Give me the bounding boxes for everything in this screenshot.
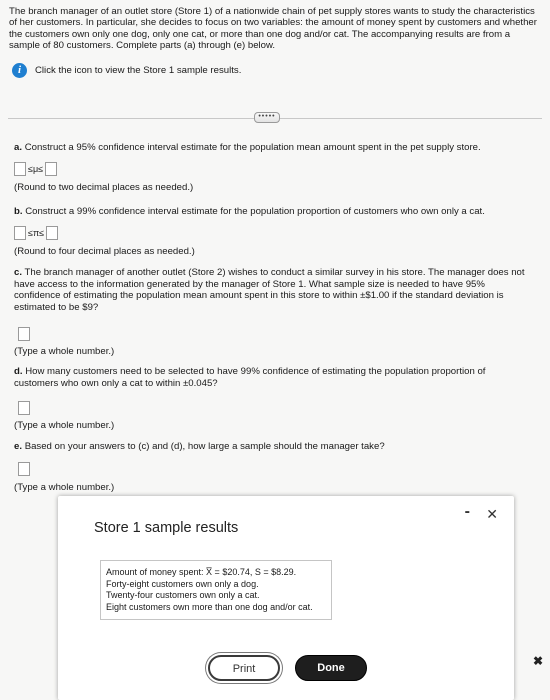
close-panel-icon[interactable]: ✖ [533,654,544,668]
part-b-lower-input[interactable] [14,226,26,240]
part-a-question [14,142,534,154]
part-d-input[interactable] [18,401,30,415]
part-c-label: c. [14,267,23,278]
part-e-input[interactable] [18,462,30,476]
part-c-note: (Type a whole number.) [14,346,115,357]
result-line: Eight customers own more than one dog and/or cat. [106,601,313,612]
sample-results-dialog [58,496,514,700]
part-b-question [14,206,534,218]
part-b-inequality: ≤π≤ [28,228,45,238]
info-icon[interactable]: i [12,63,27,78]
part-a-inequality: ≤μ≤ [28,164,44,174]
done-button[interactable]: Done [295,655,367,681]
part-a-lower-input[interactable] [14,162,26,176]
dialog-title: Store 1 sample results [94,520,239,536]
part-a-label: a. [14,142,23,153]
part-c-question [14,267,532,313]
result-line: Forty-eight customers own only a dog. [106,578,259,589]
part-e-answer [18,462,30,476]
part-b-label: b. [14,206,23,217]
print-button[interactable]: Print [208,655,280,681]
part-a-answer [14,162,57,176]
part-d-label: d. [14,366,23,377]
part-d-answer [18,401,30,415]
minimize-button[interactable]: - [464,503,470,520]
part-b-text: Construct a 99% confidence interval estimate for the population proportion of customers who own only a cat. [25,206,485,217]
part-a-text: Construct a 95% confidence interval estimate for the population mean amount spent in the pet supply store. [24,142,481,153]
part-d-note: (Type a whole number.) [14,420,115,431]
result-line: Twenty-four customers own only a cat. [106,590,260,601]
close-icon[interactable]: ✕ [486,506,498,522]
part-c-text: The branch manager of another outlet (Store 2) wishes to conduct a similar survey in his store. The manager does not have access to the information generated by the manager of Store 1. What sample size is needed to have 95% confidence of estimating the population mean amount spent in this store to within ±$1.00 if the standard deviation is estimated to be $9? [14,267,525,313]
part-e-question [14,441,534,453]
part-e-label: e. [14,441,23,452]
info-line [12,63,241,78]
result-line: Amount of money spent: X̅ = $20.74, S = $8.29. [106,567,297,577]
part-b-answer [14,226,58,240]
part-b-note: (Round to four decimal places as needed.) [14,246,195,257]
expand-button[interactable]: ••••• [254,112,280,123]
part-a-note: (Round to two decimal places as needed.) [14,182,194,193]
sample-results-box [100,560,332,620]
problem-intro: The branch manager of an outlet store (Store 1) of a nationwide chain of pet supply stores wants to study the characteristics of her customers. In particular, she decides to focus on two variables: the amount of money spent by customers and whether the customers own only one dog, only one cat, or more than one dog and/or cat. The accompanying results are from a sample of 80 customers. Complete parts (a) through (e) below. [9,6,537,52]
info-text: Click the icon to view the Store 1 sample results. [35,65,242,76]
part-e-text: Based on your answers to (c) and (d), how large a sample should the manager take? [24,441,385,452]
part-c-answer [18,327,30,341]
part-a-upper-input[interactable] [45,162,57,176]
part-c-input[interactable] [18,327,30,341]
part-d-text: How many customers need to be selected to have 99% confidence of estimating the population proportion of customers who own only a cat to within ±0.045? [14,366,486,389]
part-d-question [14,366,514,389]
part-b-upper-input[interactable] [46,226,58,240]
part-e-note: (Type a whole number.) [14,482,115,493]
